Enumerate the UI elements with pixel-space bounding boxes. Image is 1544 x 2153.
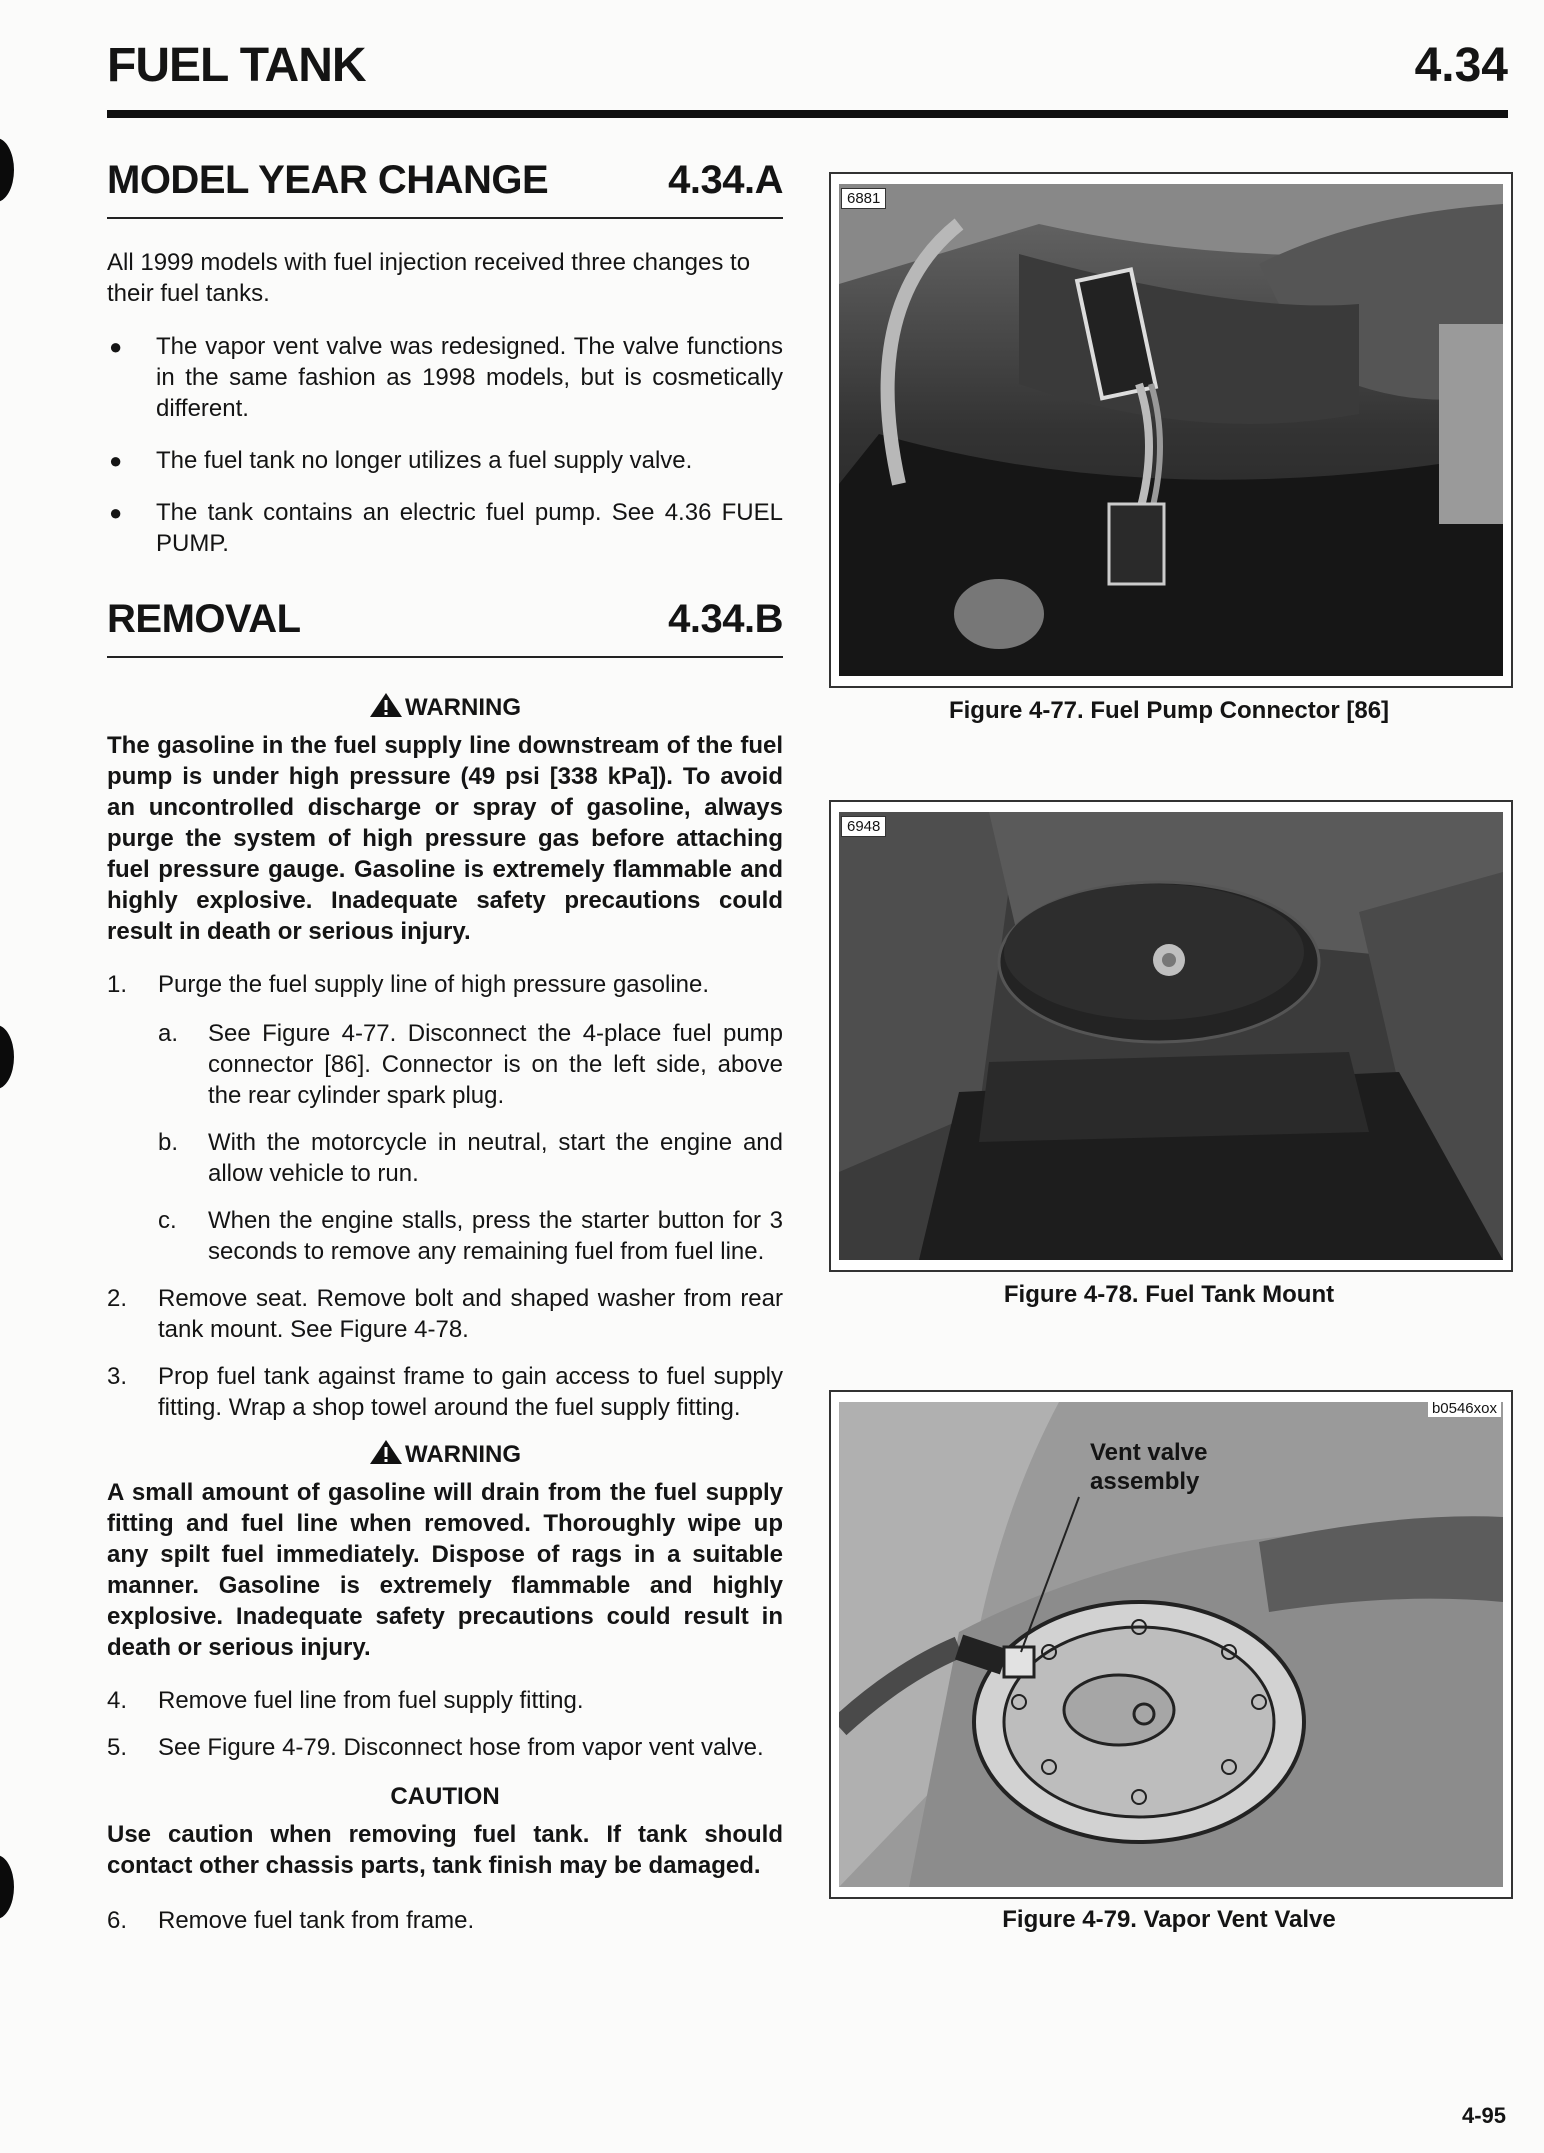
step-item: 2. Remove seat. Remove bolt and shaped washer from rear tank mount. See Figure 4-78. (107, 1285, 783, 1343)
section-title: REMOVAL (107, 597, 301, 641)
substep-item: a. See Figure 4-77. Disconnect the 4-place fuel pump connector [86]. Connector is on the left side, above the rear cylinder spark plug. (158, 1020, 783, 1109)
figure-id-label: 6948 (841, 816, 886, 837)
section-title: MODEL YEAR CHANGE (107, 158, 549, 202)
substep-item: c. When the engine stalls, press the starter button for 3 seconds to remove any remaining fuel from fuel line. (158, 1207, 783, 1265)
figure-caption: Figure 4-78. Fuel Tank Mount (1003, 1281, 1335, 1308)
removal-steps (107, 969, 783, 1423)
photo-fuel-pump-connector (839, 184, 1503, 676)
page-number: 4-95 (1461, 2103, 1506, 2128)
figure-vapor-vent-valve (829, 1390, 1513, 1899)
step-item: 4. Remove fuel line from fuel supply fitting. (107, 1687, 584, 1714)
warning-text: A small amount of gasoline will drain from the fuel supply fitting and fuel line when removed. Thoroughly wipe up any spilt fuel immediately. Dispose of rags in a suitable manner. Gasoline is extremely flammable and highly explosive. Inadequate safety precautions could result in death or serious injury. (107, 1479, 783, 1661)
substep-item: b. With the motorcycle in neutral, start the engine and allow vehicle to run. (158, 1129, 783, 1187)
warning-triangle-icon (369, 1439, 403, 1465)
warning-heading: WARNING (107, 692, 783, 722)
figure-id-label: 6881 (841, 188, 886, 209)
section-heading-removal (107, 597, 783, 658)
step-item: 5. See Figure 4-79. Disconnect hose from vapor vent valve. (107, 1734, 764, 1761)
page-title: FUEL TANK (107, 39, 366, 92)
photo-fuel-tank-mount (839, 812, 1503, 1260)
section-number: 4.34.B (668, 597, 783, 641)
header-rule (107, 110, 1508, 118)
substep-list (158, 1018, 783, 1267)
text-column (107, 158, 783, 1952)
list-item: ● The fuel tank no longer utilizes a fuel supply valve. (107, 445, 783, 476)
binder-hole-top (0, 138, 14, 202)
section-heading-model-year (107, 158, 783, 219)
step-item: 3. Prop fuel tank against frame to gain access to fuel supply fitting. Wrap a shop towel around the fuel supply fitting. (107, 1363, 783, 1421)
figure-id-label: b0546xox (1428, 1400, 1501, 1417)
change-list (107, 331, 783, 559)
caution-heading: CAUTION (390, 1783, 500, 1810)
step-item: 6. Remove fuel tank from frame. (107, 1907, 475, 1934)
step-item: 1. Purge the fuel supply line of high pressure gasoline. a. See Figure 4-77. Disconnect the 4-place fuel pump connector [86]. Connector is on the left side, above the rear cylinder spark plug. b. With the motorcycle in neutral, start the engine and allow vehicle to run. c. When the engine stalls, press the starter button for 3 seconds to remove any remaining fuel from fuel line. (107, 971, 783, 1265)
warning-triangle-icon (369, 692, 403, 718)
warning-text: The gasoline in the fuel supply line downstream of the fuel pump is under high pressure (49 psi [338 kPa]). To avoid an uncontrolled discharge or spray of gasoline, always purge the system of high pressure gas before attaching fuel pressure gauge. Gasoline is extremely flammable and highly explosive. Inadequate safety precautions could result in death or serious injury. (107, 732, 783, 945)
list-item: ● The vapor vent valve was redesigned. The valve functions in the same fashion as 1998 models, but is cosmetically different. (107, 331, 783, 424)
removal-steps-continued (107, 1685, 783, 1763)
binder-hole-bottom (0, 1855, 14, 1919)
intro-paragraph: All 1999 models with fuel injection received three changes to their fuel tanks. (107, 249, 751, 307)
warning-heading: WARNING (107, 1439, 783, 1469)
section-number: 4.34.A (668, 158, 783, 202)
caution-text: Use caution when removing fuel tank. If tank should contact other chassis parts, tank finish may be damaged. (107, 1821, 783, 1879)
chapter-number: 4.34 (1414, 39, 1508, 92)
figure-caption: Figure 4-79. Vapor Vent Valve (1002, 1906, 1336, 1933)
list-item: ● The tank contains an electric fuel pump. See 4.36 FUEL PUMP. (107, 497, 783, 559)
binder-hole-middle (0, 1025, 14, 1089)
figure-fuel-pump-connector (829, 172, 1513, 688)
callout-label: Vent valve assembly (1090, 1439, 1208, 1495)
figure-fuel-tank-mount (829, 800, 1513, 1272)
removal-steps-final (107, 1905, 783, 1936)
figure-caption: Figure 4-77. Fuel Pump Connector [86] (948, 697, 1390, 724)
